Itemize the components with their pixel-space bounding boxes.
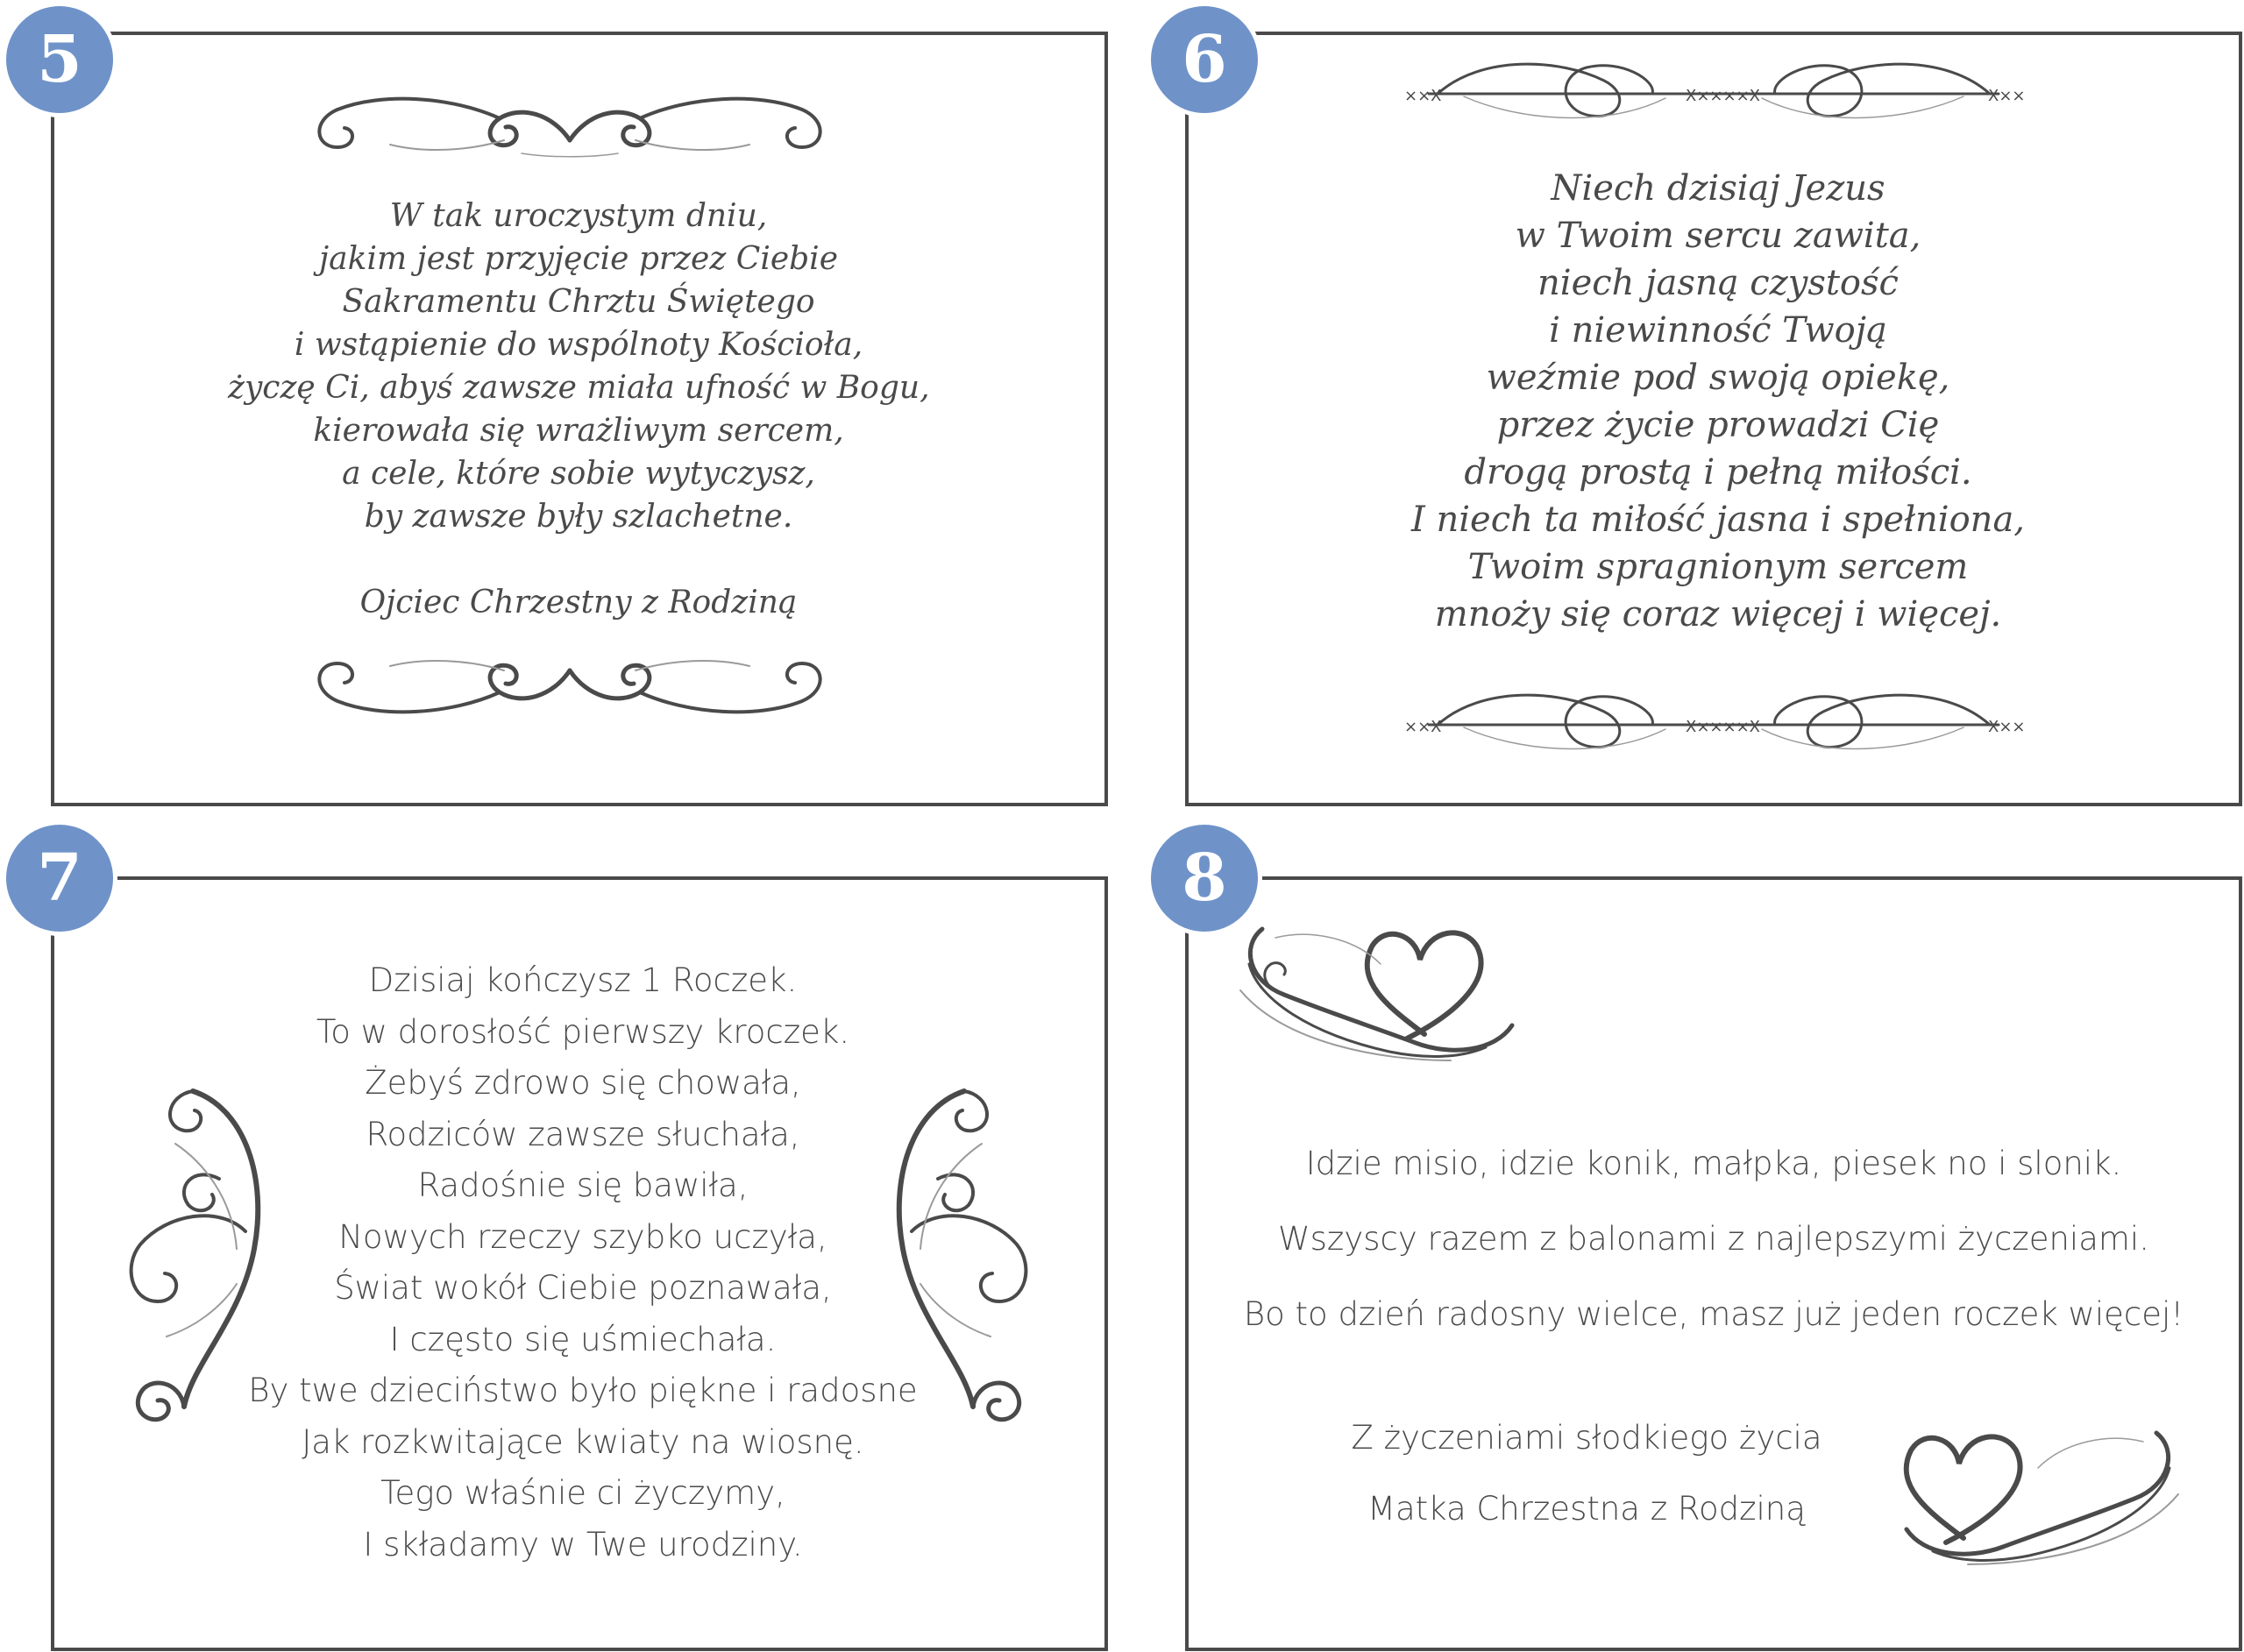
verse-line: W tak uroczystym dniu, <box>389 198 768 234</box>
wish-line: Bo to dzień radosny wielce, masz już jeden roczek więcej! <box>1243 1295 2184 1333</box>
verse-line: Dzisiaj kończysz 1 Roczek. <box>368 961 798 999</box>
verse-line: a cele, które sobie wytyczysz, <box>342 456 815 492</box>
svg-text:X××××X: X××××X <box>1686 718 1760 736</box>
verse-line: Świat wokół Ciebie poznawała, <box>334 1269 832 1307</box>
verse-line: kierowała się wrażliwym sercem, <box>313 413 844 449</box>
infinity-cross-ornament-bottom <box>1402 685 2025 764</box>
card-7-number-badge: 7 <box>2 820 117 936</box>
verse-line: By twe dzieciństwo było piękne i radosne <box>248 1372 918 1409</box>
verse-line: życzę Ci, abyś zawsze miała ufność w Bogu, <box>228 370 930 406</box>
verse-line: Rodziców zawsze słuchała, <box>366 1115 800 1153</box>
card-5-signature: Ojciec Chrzestny z Rodziną <box>359 585 798 620</box>
verse-line: jakim jest przyjęcie przez Ciebie <box>319 241 838 277</box>
heart-swirl-ornament-bottom <box>1885 1415 2187 1578</box>
verse-line: Radośnie się bawiła, <box>417 1166 749 1204</box>
verse-line: I często się uśmiechała. <box>389 1320 777 1358</box>
verse-line: przez życie prowadzi Cię <box>1496 405 1940 445</box>
flourish-ornament-top <box>302 79 837 162</box>
wish-line: Wszyscy razem z balonami z najlepszymi życzeniami. <box>1278 1220 2149 1258</box>
wish-line: Idzie misio, idzie konik, małpka, piesek no i slonik. <box>1305 1145 2122 1182</box>
verse-line: mnoży się coraz więcej i więcej. <box>1434 594 2002 635</box>
verse-line: by zawsze były szlachetne. <box>364 499 793 535</box>
card-8-signature <box>1280 1402 1893 1544</box>
card-8-wishes <box>1223 1126 2205 1352</box>
signature-line: Z życzeniami słodkiego życia <box>1351 1419 1822 1457</box>
infinity-cross-ornament-top <box>1402 54 2025 133</box>
card-8-number-badge: 8 <box>1147 820 1262 936</box>
verse-line: i niewinność Twoją <box>1549 310 1887 351</box>
verse-line: Sakramentu Chrztu Świętego <box>342 284 815 320</box>
verse-line: I niech ta miłość jasna i spełniona, <box>1410 500 2026 540</box>
svg-text:X××: X×× <box>1988 87 2025 105</box>
card-5-number-badge: 5 <box>2 2 117 117</box>
card-6-number-badge: 6 <box>1147 2 1262 117</box>
heart-swirl-ornament-top <box>1232 911 1525 1069</box>
verse-line: drogą prostą i pełną miłości. <box>1464 452 1972 493</box>
svg-text:X××××X: X××××X <box>1686 87 1760 105</box>
card-7-verse <box>232 955 934 1570</box>
svg-text:××X: ××X <box>1404 87 1442 105</box>
verse-line: I składamy w Twe urodziny. <box>363 1525 803 1563</box>
verse-line: w Twoim sercu zawita, <box>1515 216 1921 256</box>
verse-line: Żebyś zdrowo się chowała, <box>365 1064 801 1102</box>
card-5-verse <box>228 195 929 624</box>
verse-line: Niech dzisiaj Jezus <box>1551 168 1885 209</box>
card-6-verse <box>1367 165 2069 638</box>
verse-line: niech jasną czystość <box>1537 263 1899 303</box>
svg-text:××X: ××X <box>1404 718 1442 736</box>
verse-line: Twoim spragnionym sercem <box>1467 547 1969 587</box>
verse-line: Jak rozkwitające kwiaty na wiosnę. <box>302 1422 864 1461</box>
verse-line: Nowych rzeczy szybko uczyła, <box>338 1217 827 1256</box>
verse-line: weźmie pod swoją opiekę, <box>1486 358 1950 398</box>
verse-line: To w dorosłość pierwszy kroczek. <box>316 1012 850 1051</box>
signature-line: Matka Chrzestna z Rodziną <box>1367 1490 1806 1528</box>
verse-line: Tego właśnie ci życzymy, <box>380 1474 785 1512</box>
svg-text:X××: X×× <box>1988 718 2025 736</box>
flourish-ornament-bottom <box>302 649 837 732</box>
verse-line: i wstąpienie do wspólnoty Kościoła, <box>294 327 863 363</box>
